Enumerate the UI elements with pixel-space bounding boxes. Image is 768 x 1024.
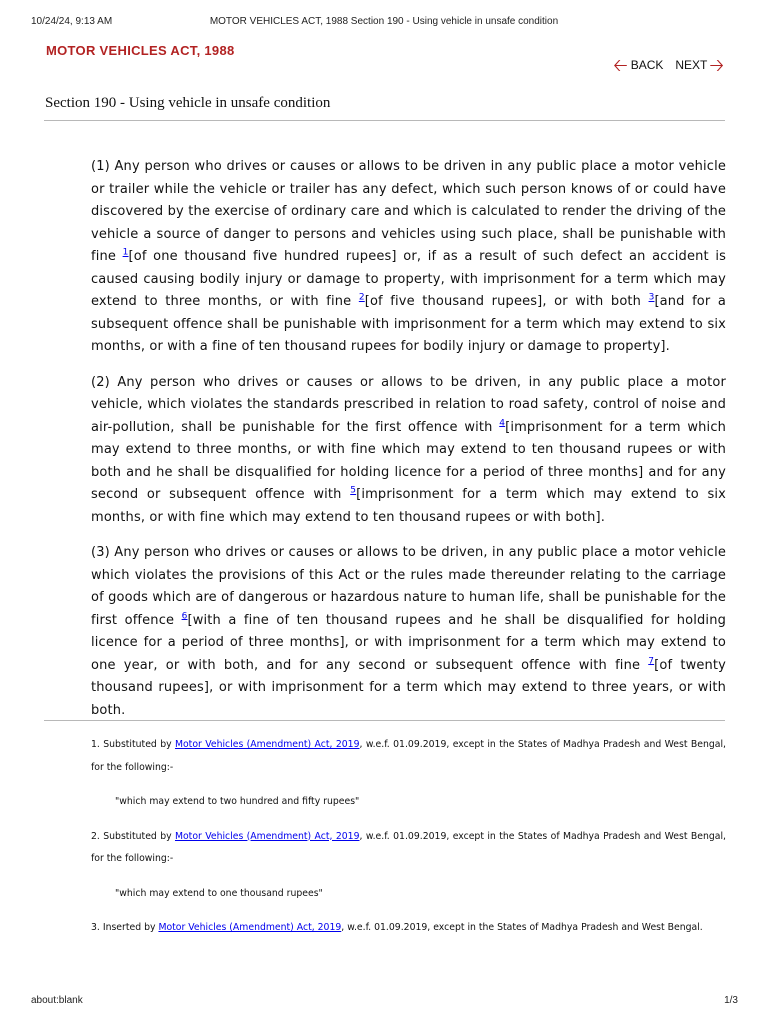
back-button-label: BACK xyxy=(630,58,664,72)
print-header xyxy=(0,16,768,30)
subsection-1: (1) Any person who drives or causes or allows to be driven in any public place a motor vehicle or trailer while the vehicle or trailer has any defect, which such person knows of or could have discovered by the exercise of ordinary care and which is calculated to render the driving of the vehicle a source of danger to persons and vehicles using such place, shall be punishable with fine $^1$[of one thousand five hundred rupees] or, if as a result of such defect an accident is caused causing bodily injury or damage to property, with imprisonment for a term which may extend to three months, or with fine $^2$[of five thousand rupees], or with both $^3$[and for a subsequent offence shall be punishable with imprisonment for a term which may extend to six months, or with a fine of ten thousand rupees for bodily injury or damage to property]. xyxy=(91,159,727,354)
subsection-2: (2) Any person who drives or causes or allows to be driven, in any public place a motor vehicle, which violates the standards prescribed in relation to road safety, control of noise and air-pollution, shall be punishable for the first offence with $^4$[imprisonment for a term which may extend to three months, or with fine which may extend to ten thousand rupees or with both and he shall be disqualified for holding licence for a period of three months] and for any second or subsequent offence with $^5$[imprisonment for a term which may extend to six months, or with fine which may extend to ten thousand rupees or with both]. xyxy=(91,374,727,525)
footnotes-divider xyxy=(44,720,725,721)
amendment-act-link[interactable]: Motor Vehicles (Amendment) Act, 2019 xyxy=(174,739,360,750)
footnote-1: 1. Substituted by Motor Vehicles (Amendment) Act, 2019, w.e.f. 01.09.2019, except in the States of Madhya Pradesh and West Bengal, for the following:- xyxy=(91,739,726,773)
back-button[interactable] xyxy=(613,57,675,73)
footnote-ref-1[interactable]: 1 xyxy=(122,247,129,258)
amendment-act-link[interactable]: Motor Vehicles (Amendment) Act, 2019 xyxy=(174,830,360,842)
footnote-3: 3. Inserted by Motor Vehicles (Amendment) Act, 2019, w.e.f. 01.09.2019, except in the States of Madhya Pradesh and West Bengal. xyxy=(91,922,703,933)
print-page-title: MOTOR VEHICLES ACT, 1988 Section 190 - Using vehicle in unsafe condition xyxy=(209,16,559,27)
print-datetime: 10/24/24, 9:13 AM xyxy=(31,16,113,27)
print-page-number: 1/3 xyxy=(724,995,738,1006)
amendment-act-link[interactable]: Motor Vehicles (Amendment) Act, 2019 xyxy=(158,922,342,933)
divider xyxy=(44,120,725,121)
footnote-ref-4[interactable]: 4 xyxy=(499,418,506,429)
print-footer xyxy=(0,995,768,1009)
footnote-ref-5[interactable]: 5 xyxy=(350,485,357,496)
footnote-ref-2[interactable]: 2 xyxy=(358,292,365,303)
footnotes xyxy=(91,734,726,952)
section-title: Section 190 - Using vehicle in unsafe condition xyxy=(45,95,331,111)
footnote-ref-7[interactable]: 7 xyxy=(648,656,655,667)
section-body xyxy=(91,156,726,735)
arrow-left-icon: 🡠 xyxy=(613,55,628,75)
footnote-ref-3[interactable]: 3 xyxy=(648,292,655,303)
act-title: MOTOR VEHICLES ACT, 1988 xyxy=(46,43,235,58)
footnote-2: 2. Substituted by Motor Vehicles (Amendment) Act, 2019, w.e.f. 01.09.2019, except in the States of Madhya Pradesh and West Bengal, for the following:- xyxy=(91,830,726,864)
print-url: about:blank xyxy=(31,995,83,1006)
next-button[interactable] xyxy=(675,57,724,73)
section-navigation xyxy=(613,57,724,73)
footnote-2-quote: "which may extend to one thousand rupees" xyxy=(115,887,323,899)
subsection-3: (3) Any person who drives or causes or allows to be driven, in any public place a motor vehicle which violates the provisions of this Act or the rules made thereunder relating to the carriage of goods which are of dangerous or hazardous nature to human life, shall be punishable for the first offence $^6$[with a fine of ten thousand rupees and he shall be disqualified for holding licence for a period of three months], or with imprisonment for a term which may extend to one year, or with both, and for any second or subsequent offence with fine $^7$[of twenty thousand rupees], or with imprisonment for a term which may extend to three years, or with both. xyxy=(91,545,726,718)
footnote-ref-6[interactable]: 6 xyxy=(181,611,188,622)
next-button-label: NEXT xyxy=(675,58,708,72)
arrow-right-icon: 🡢 xyxy=(709,55,724,75)
footnote-1-quote: "which may extend to two hundred and fifty rupees" xyxy=(115,796,360,807)
